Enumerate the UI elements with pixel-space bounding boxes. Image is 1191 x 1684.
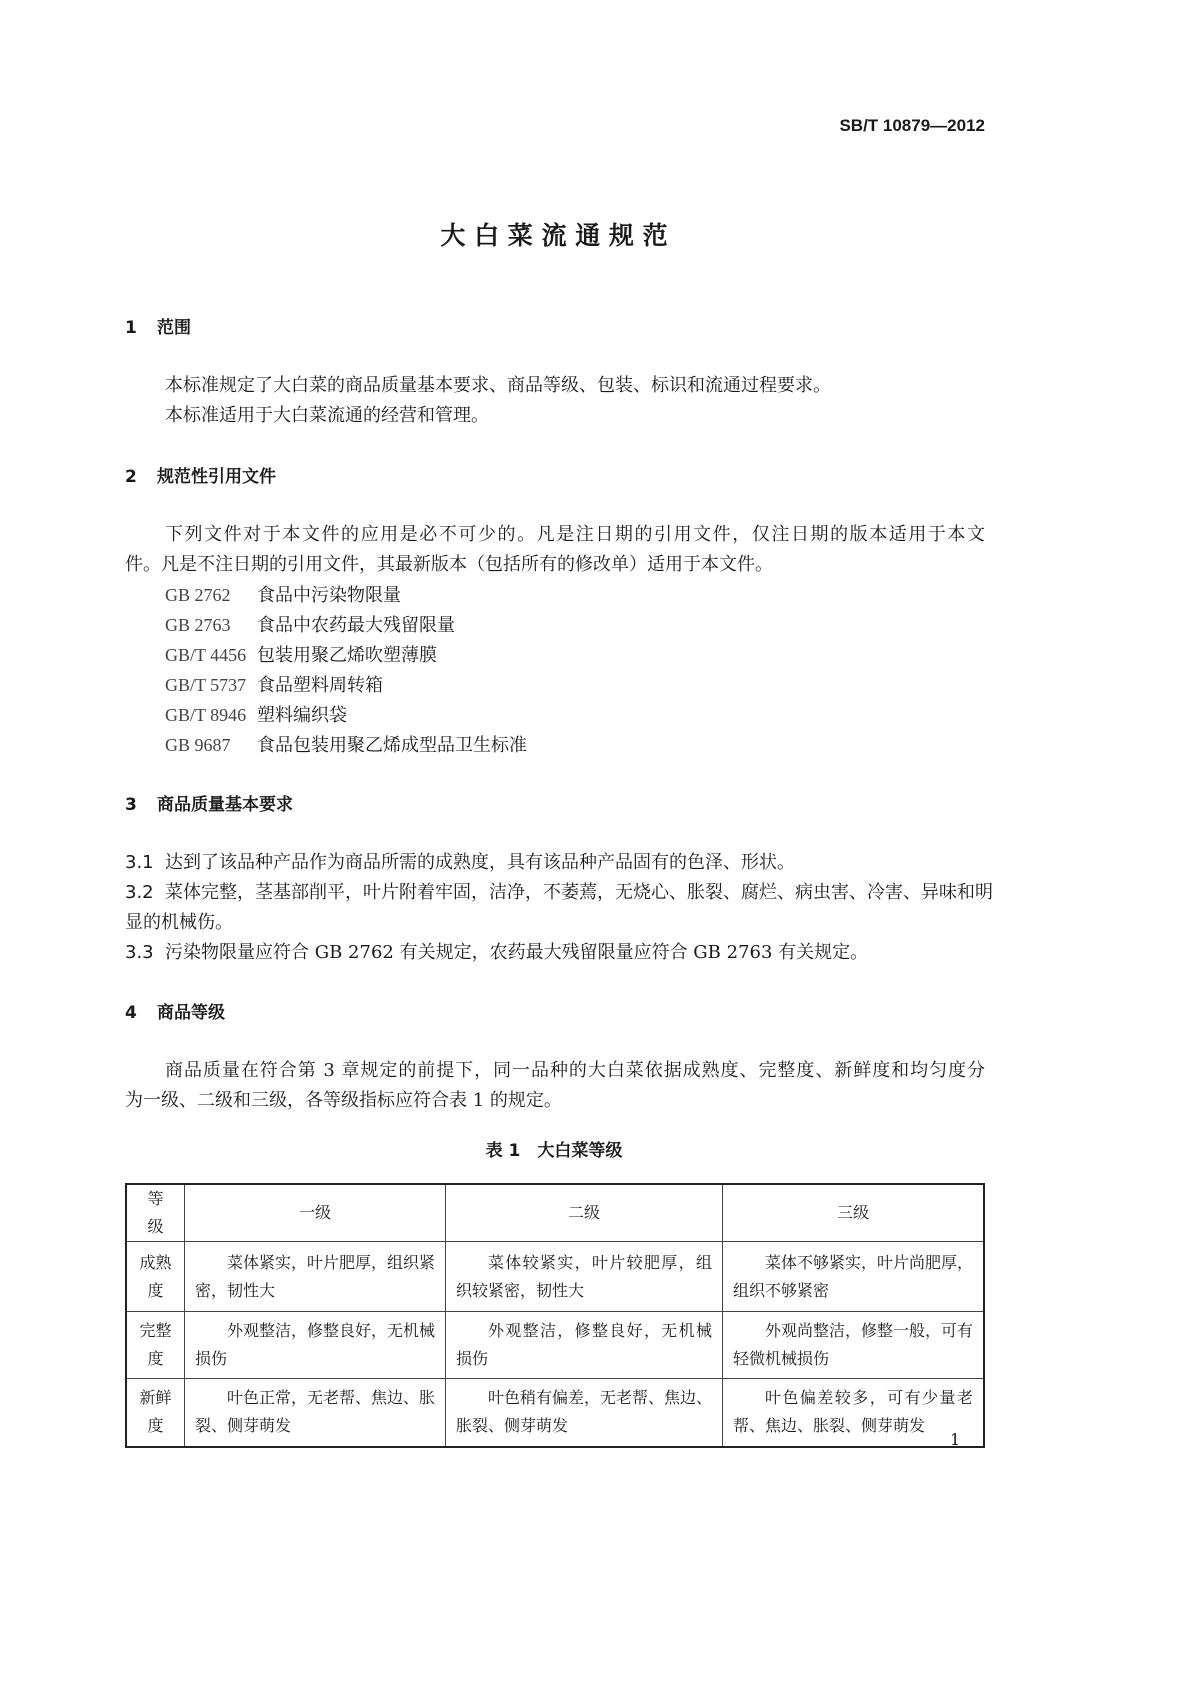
standard-number: SB/T 10879—2012	[839, 116, 985, 135]
paragraph-line: 件。凡是不注日期的引用文件，其最新版本（包括所有的修改单）适用于本文件。	[125, 554, 773, 575]
clause-3-3: 3.3 污染物限量应符合 GB 2762 有关规定，农药最大残留限量应符合 GB 2763 有关规定。	[125, 942, 869, 963]
table-header-row	[126, 1184, 984, 1242]
clause-3-1: 3.1 达到了该品种产品作为商品所需的成熟度，具有该品种产品固有的色泽、形状。	[125, 852, 795, 873]
table-caption: 表 1 大白菜等级	[485, 1141, 623, 1161]
table-cell: 菜体较紧实，叶片较肥厚，组 织较紧密，韧性大	[445, 1242, 722, 1312]
row-label: 新鲜度	[126, 1379, 184, 1447]
page-number: 1	[950, 1430, 961, 1449]
header-cell: 二级	[445, 1184, 722, 1242]
row-label: 完整度	[126, 1312, 184, 1379]
header-cell: 等 级	[126, 1184, 184, 1242]
table-cell: 外观尚整洁，修整一般，可有 轻微机械损伤	[722, 1312, 984, 1379]
table-cell: 菜体不够紧实，叶片尚肥厚， 组织不够紧密	[722, 1242, 984, 1312]
paragraph-line: 为一级、二级和三级，各等级指标应符合表 1 的规定。	[125, 1090, 562, 1111]
clause-3-2: 3.2 菜体完整，茎基部削平，叶片附着牢固，洁净，不萎蔫，无烧心、胀裂、腐烂、病虫害、冷害、异味和明	[125, 882, 993, 903]
section-heading-4: 4 商品等级	[125, 1003, 225, 1023]
table-cell: 菜体紧实，叶片肥厚，组织紧 密，韧性大	[184, 1242, 445, 1312]
table-cell: 叶色偏差较多，可有少量老 帮、焦边、胀裂、侧芽萌发	[722, 1379, 984, 1447]
header-cell: 三级	[722, 1184, 984, 1242]
document-title: 大 白 菜 流 通 规 范	[440, 221, 668, 250]
reference-item: GB/T 8946 塑料编织袋	[165, 705, 347, 726]
table-cell: 外观整洁，修整良好，无机械 损伤	[445, 1312, 722, 1379]
reference-item: GB/T 4456 包装用聚乙烯吹塑薄膜	[165, 645, 437, 666]
reference-item: GB 2762 食品中污染物限量	[165, 585, 401, 606]
table-row	[126, 1379, 984, 1447]
row-label: 成熟度	[126, 1242, 184, 1312]
table-row	[126, 1312, 984, 1379]
table-cell: 叶色稍有偏差，无老帮、焦边、 胀裂、侧芽萌发	[445, 1379, 722, 1447]
paragraph-line: 本标准规定了大白菜的商品质量基本要求、商品等级、包装、标识和流通过程要求。	[165, 375, 831, 396]
paragraph-line: 本标准适用于大白菜流通的经营和管理。	[165, 405, 489, 426]
section-heading-2: 2 规范性引用文件	[125, 467, 276, 487]
section-heading-3: 3 商品质量基本要求	[125, 795, 293, 815]
section-heading-1: 1 范围	[125, 318, 191, 338]
reference-item: GB 9687 食品包装用聚乙烯成型品卫生标准	[165, 735, 527, 756]
table-row	[126, 1242, 984, 1312]
table-cell: 叶色正常，无老帮、焦边、胀 裂、侧芽萌发	[184, 1379, 445, 1447]
table-cell: 外观整洁，修整良好，无机械 损伤	[184, 1312, 445, 1379]
paragraph-line: 商品质量在符合第 3 章规定的前提下，同一品种的大白菜依据成熟度、完整度、新鲜度和均匀度分	[165, 1060, 985, 1081]
paragraph-line: 显的机械伤。	[125, 912, 233, 933]
paragraph-line: 下列文件对于本文件的应用是必不可少的。凡是注日期的引用文件，仅注日期的版本适用于本文	[165, 524, 985, 545]
reference-item: GB 2763 食品中农药最大残留限量	[165, 615, 455, 636]
header-cell: 一级	[184, 1184, 445, 1242]
grade-table	[125, 1183, 985, 1448]
reference-item: GB/T 5737 食品塑料周转箱	[165, 675, 383, 696]
